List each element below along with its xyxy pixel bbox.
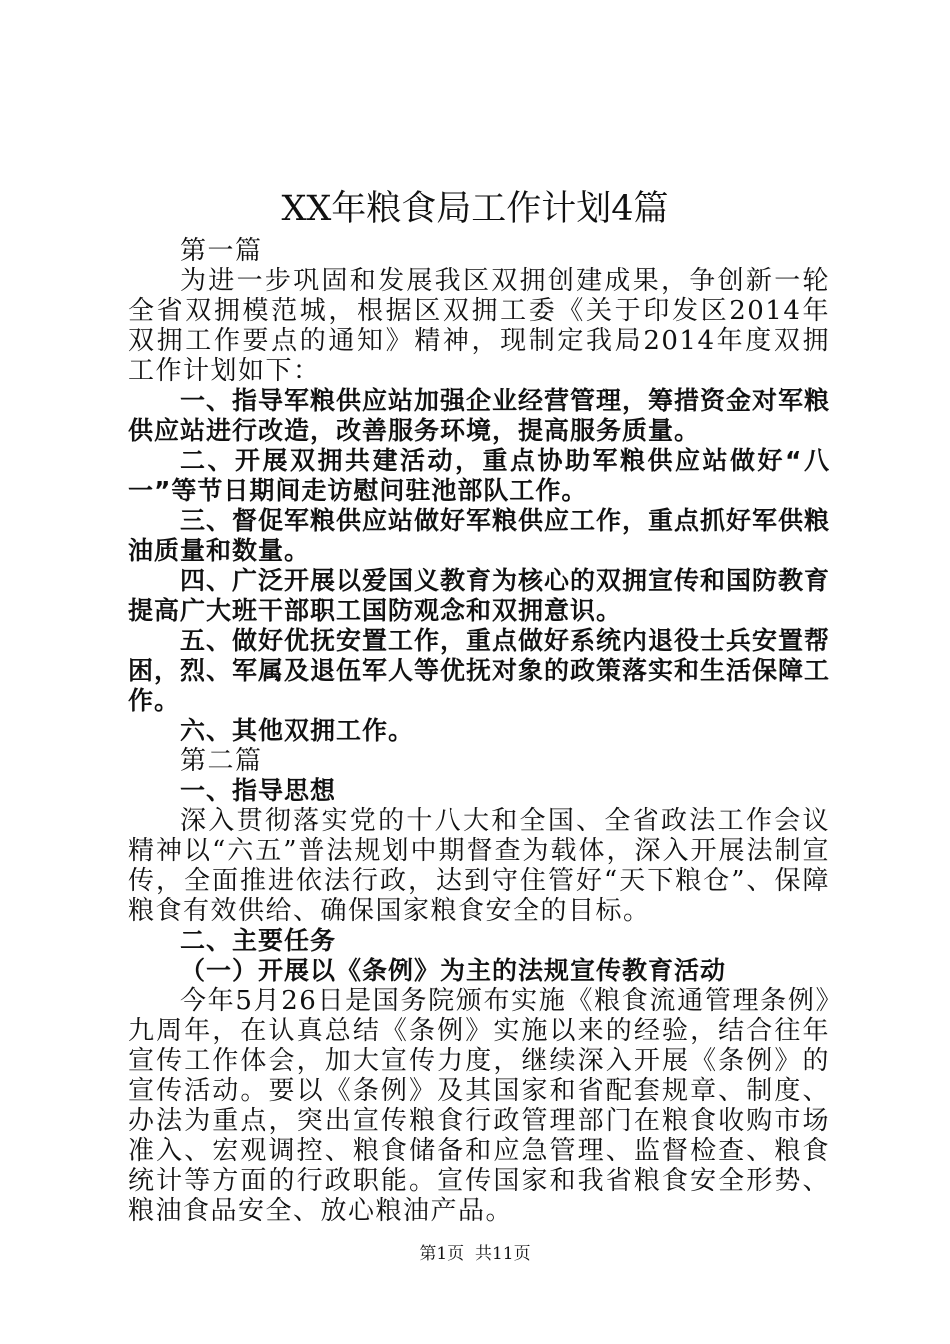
plan-item-6: 六、其他双拥工作。 (180, 716, 415, 745)
page-footer (0, 1242, 950, 1266)
subsection-heading: （一）开展以《条例》为主的法规宣传教育活动 (180, 956, 727, 985)
paragraph: 为进一步巩固和发展我区双拥创建成果，争创新一轮全省双拥模范城，根据区双拥工委《关于印发区2014年双拥工作要点的通知》精神，现制定我局2014年度双拥工作计划如下： (128, 266, 830, 386)
plan-item-3: 三、督促军粮供应站做好军粮供应工作，重点抓好军供粮油质量和数量。 (128, 506, 831, 565)
paragraph: 深入贯彻落实党的十八大和全国、全省政法工作会议精神以“六五”普法规划中期督查为载体，深入开展法制宣传，全面推进依法行政，达到守住管好“天下粮仓”、保障粮食有效供给、确保国家粮食安全的目标。 (128, 806, 830, 926)
page-number: 第1页 共11页 (419, 1244, 531, 1264)
section-label-1: 第一篇 (180, 236, 263, 266)
document-body (128, 236, 830, 1226)
plan-item-1: 一、指导军粮供应站加强企业经营管理，筹措资金对军粮供应站进行改造，改善服务环境，提高服务质量。 (128, 386, 831, 445)
section-label-2: 第二篇 (180, 746, 263, 776)
plan-item-4: 四、广泛开展以爱国义教育为核心的双拥宣传和国防教育提高广大班干部职工国防观念和双拥意识。 (128, 566, 831, 625)
section-heading: 一、指导思想 (180, 776, 337, 805)
section-heading: 二、主要任务 (180, 926, 337, 955)
paragraph: 今年5月26日是国务院颁布实施《粮食流通管理条例》九周年，在认真总结《条例》实施以来的经验，结合往年宣传工作体会，加大宣传力度，继续深入开展《条例》的宣传活动。要以《条例》及其国家和省配套规章、制度、办法为重点，突出宣传粮食行政管理部门在粮食收购市场准入、宏观调控、粮食储备和应急管理、监督检查、粮食统计等方面的行政职能。宣传国家和我省粮食安全形势、粮油食品安全、放心粮油产品。 (128, 986, 830, 1226)
plan-item-5: 五、做好优抚安置工作，重点做好系统内退役士兵安置帮困，烈、军属及退伍军人等优抚对象的政策落实和生活保障工作。 (128, 626, 831, 715)
document-title: XX年粮食局工作计划4篇 (281, 189, 669, 229)
plan-item-2: 二、开展双拥共建活动，重点协助军粮供应站做好“八一”等节日期间走访慰问驻池部队工作。 (128, 446, 830, 505)
